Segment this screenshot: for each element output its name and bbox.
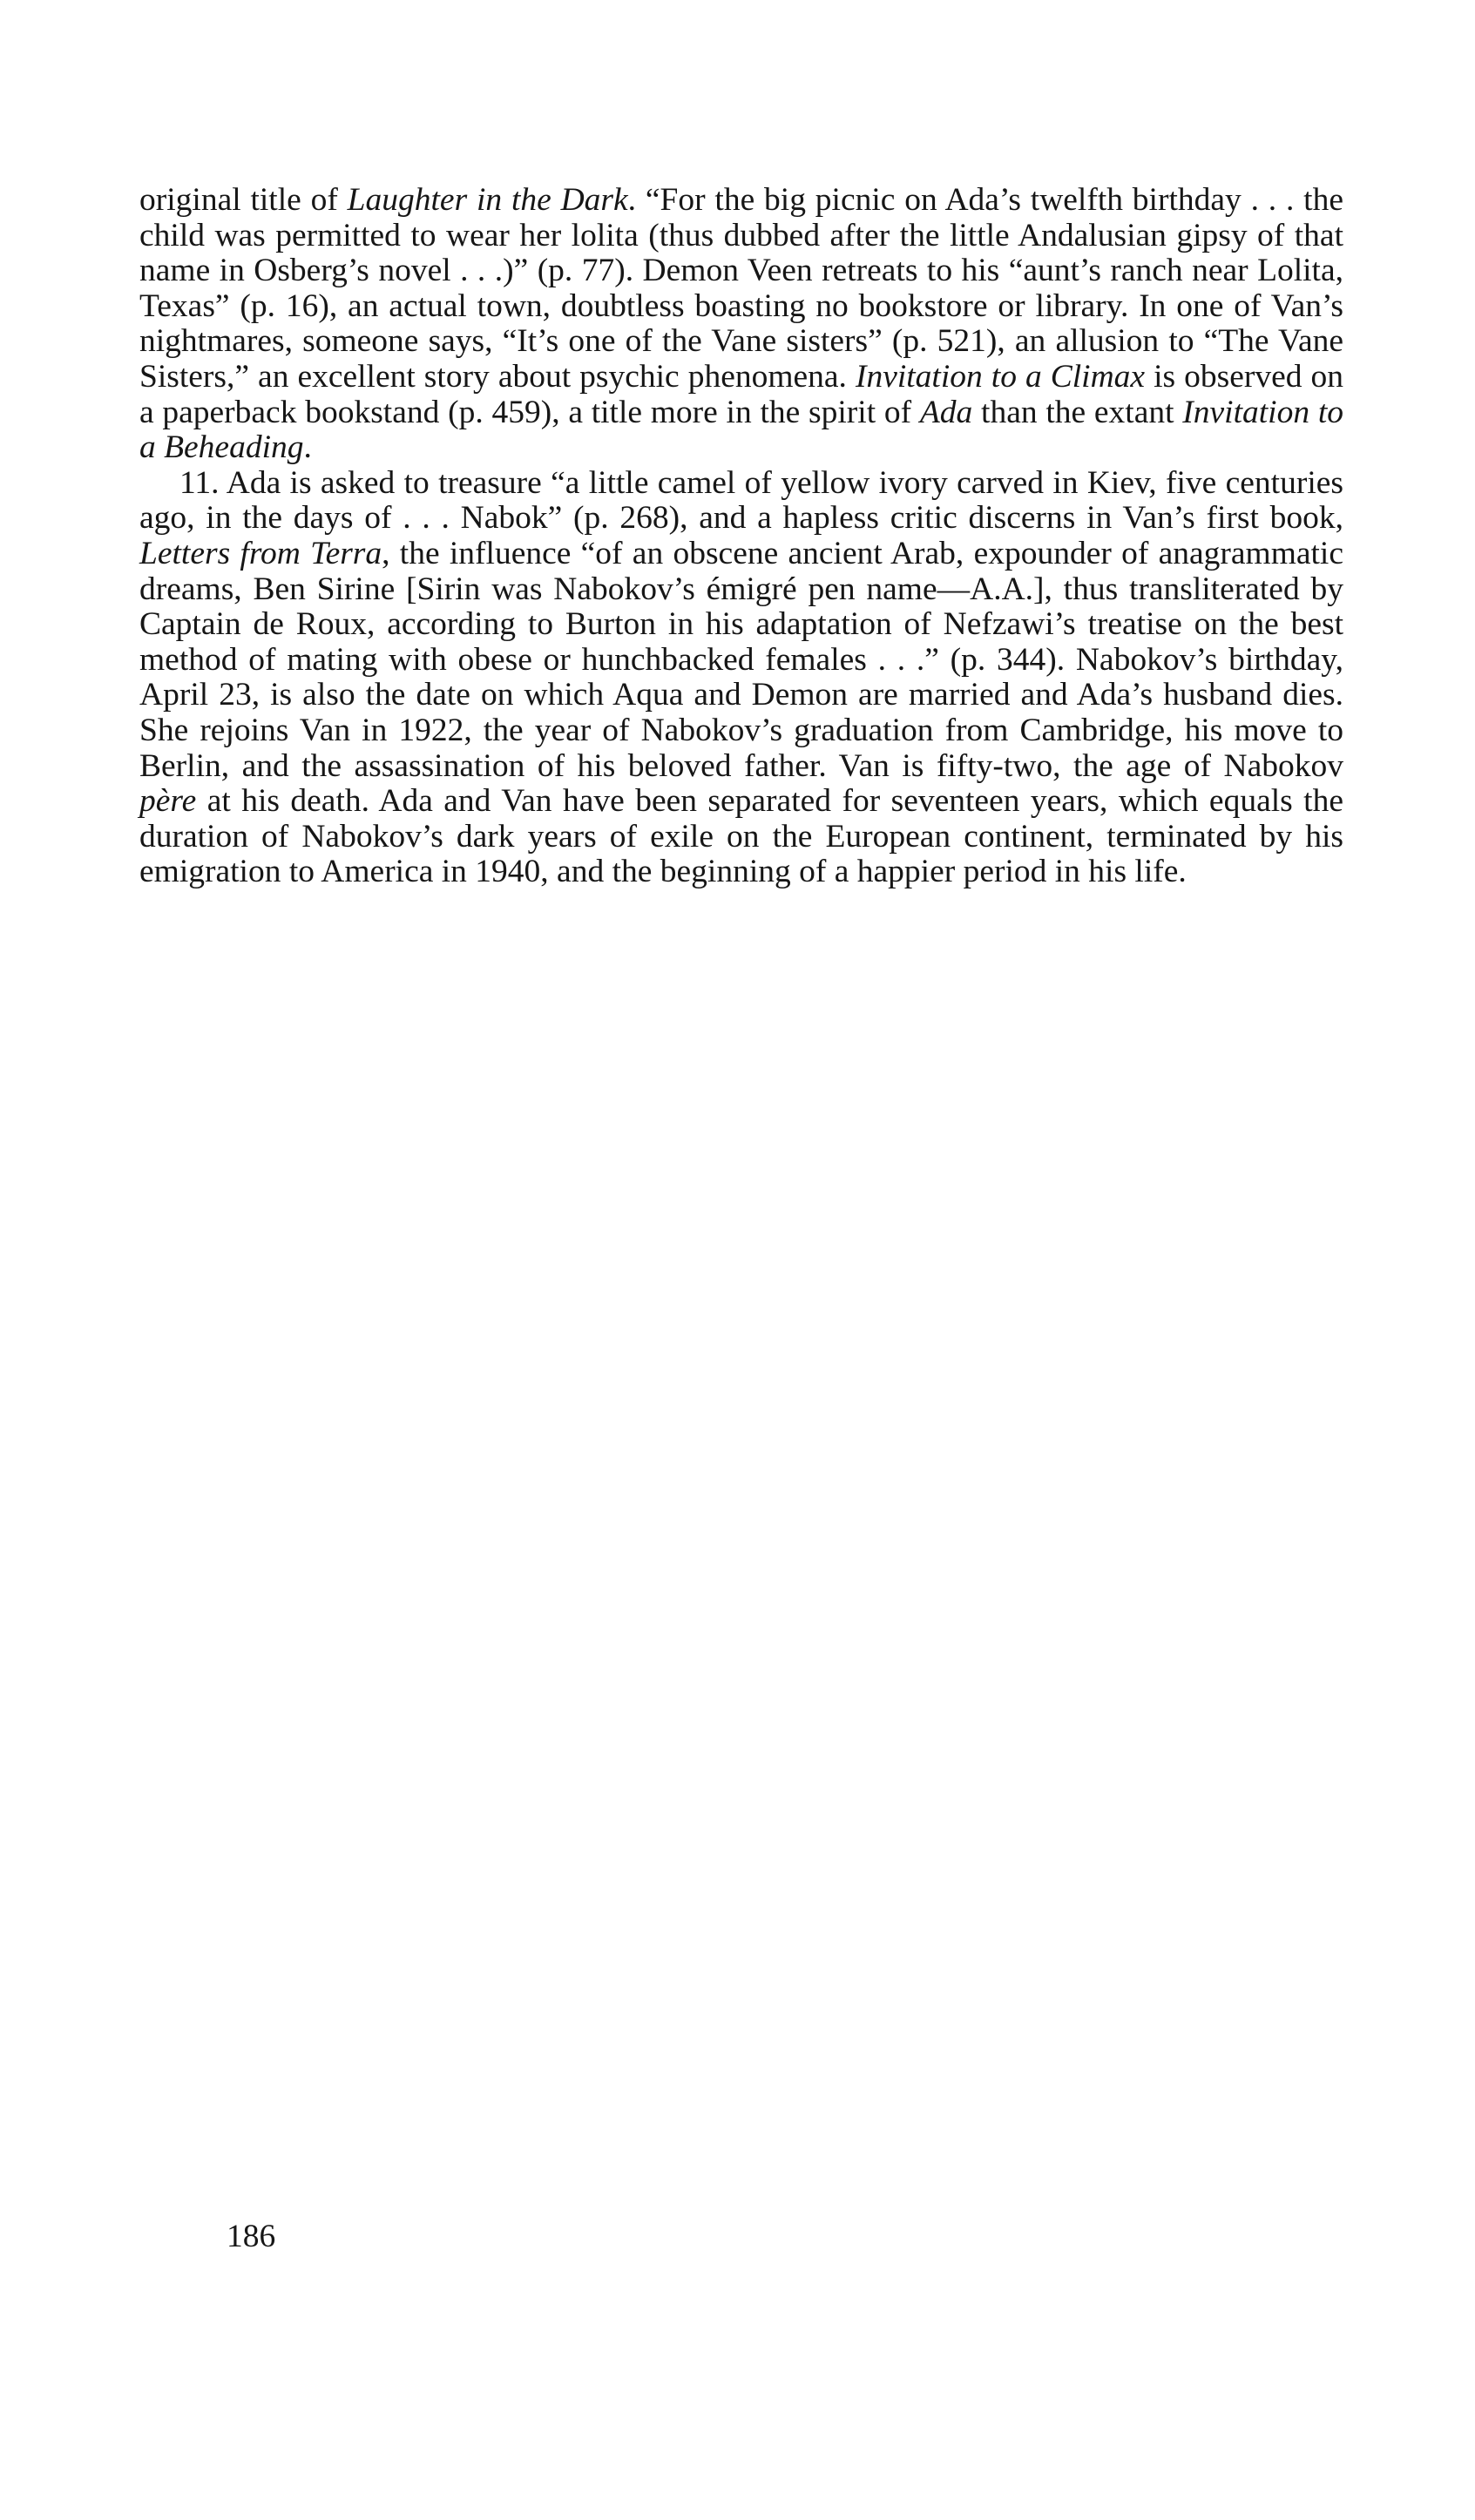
text-run: than the extant [972,394,1183,430]
page-number: 186 [227,2219,276,2254]
italic-title-invitation-to-a-climax: Invitation to a Climax [855,358,1146,395]
italic-title-ada: Ada [919,394,973,430]
italic-title-laughter-in-the-dark: Laughter in the Dark [347,182,628,218]
paragraph-footnote-10 [139,183,1343,466]
italic-word-pere: père [139,783,197,820]
text-run: . [303,429,312,466]
italic-title-letters-from-terra: Letters from Terra [139,535,382,571]
page-body [139,183,1343,890]
text-run: is observed on a paperback bookstand (p. 459), a title more in the spirit of [139,358,1343,430]
text-run: 11. Ada is asked to treasure “a little camel of yellow ivory carved in Kiev, five centuries ago, in the days of . . . Nabok” (p. 268), and a hapless critic discerns in Van’s first book, [139,464,1343,537]
italic-title-invitation-to-a-beheading: Invitation to a Beheading [139,394,1343,466]
text-run: . “For the big picnic on Ada’s twelfth birthday . . . the child was permitted to wear her lolita (thus dubbed after the little Andalusian gipsy of that name in Osberg’s novel . . .)” (p. 77). Demon Veen retreats to his “aunt’s ranch near Lolita, Texas” (p. 16), an actual town, doubtless boasting no bookstore or library. In one of Van’s nightmares, someone says, “It’s one of the Vane sisters” (p. 521), an allusion to “The Vane Sisters,” an excellent story about psychic phenomena. [139,182,1343,395]
paragraph-footnote-11 [139,466,1343,890]
text-run: , the influence “of an obscene ancient Arab, expounder of anagrammatic dreams, Ben Sirine [Sirin was Nabokov’s émigré pen name—A.A.], thus transliterated by Captain de Roux, according to Burton in his adaptation of Nefzawi’s treatise on the best method of mating with obese or hunchbacked females . . .” (p. 344). Nabokov’s birthday, April 23, is also the date on which Aqua and Demon are married and Ada’s husband dies. She rejoins Van in 1922, the year of Nabokov’s graduation from Cambridge, his move to Berlin, and the assassination of his beloved father. Van is fifty-two, the age of Nabokov [139,535,1343,784]
text-run: original title of [139,182,348,218]
text-run: at his death. Ada and Van have been separated for seventeen years, which equals the duration of Nabokov’s dark years of exile on the European continent, terminated by his emigration to America in 1940, and the beginning of a happier period in his life. [139,783,1343,890]
